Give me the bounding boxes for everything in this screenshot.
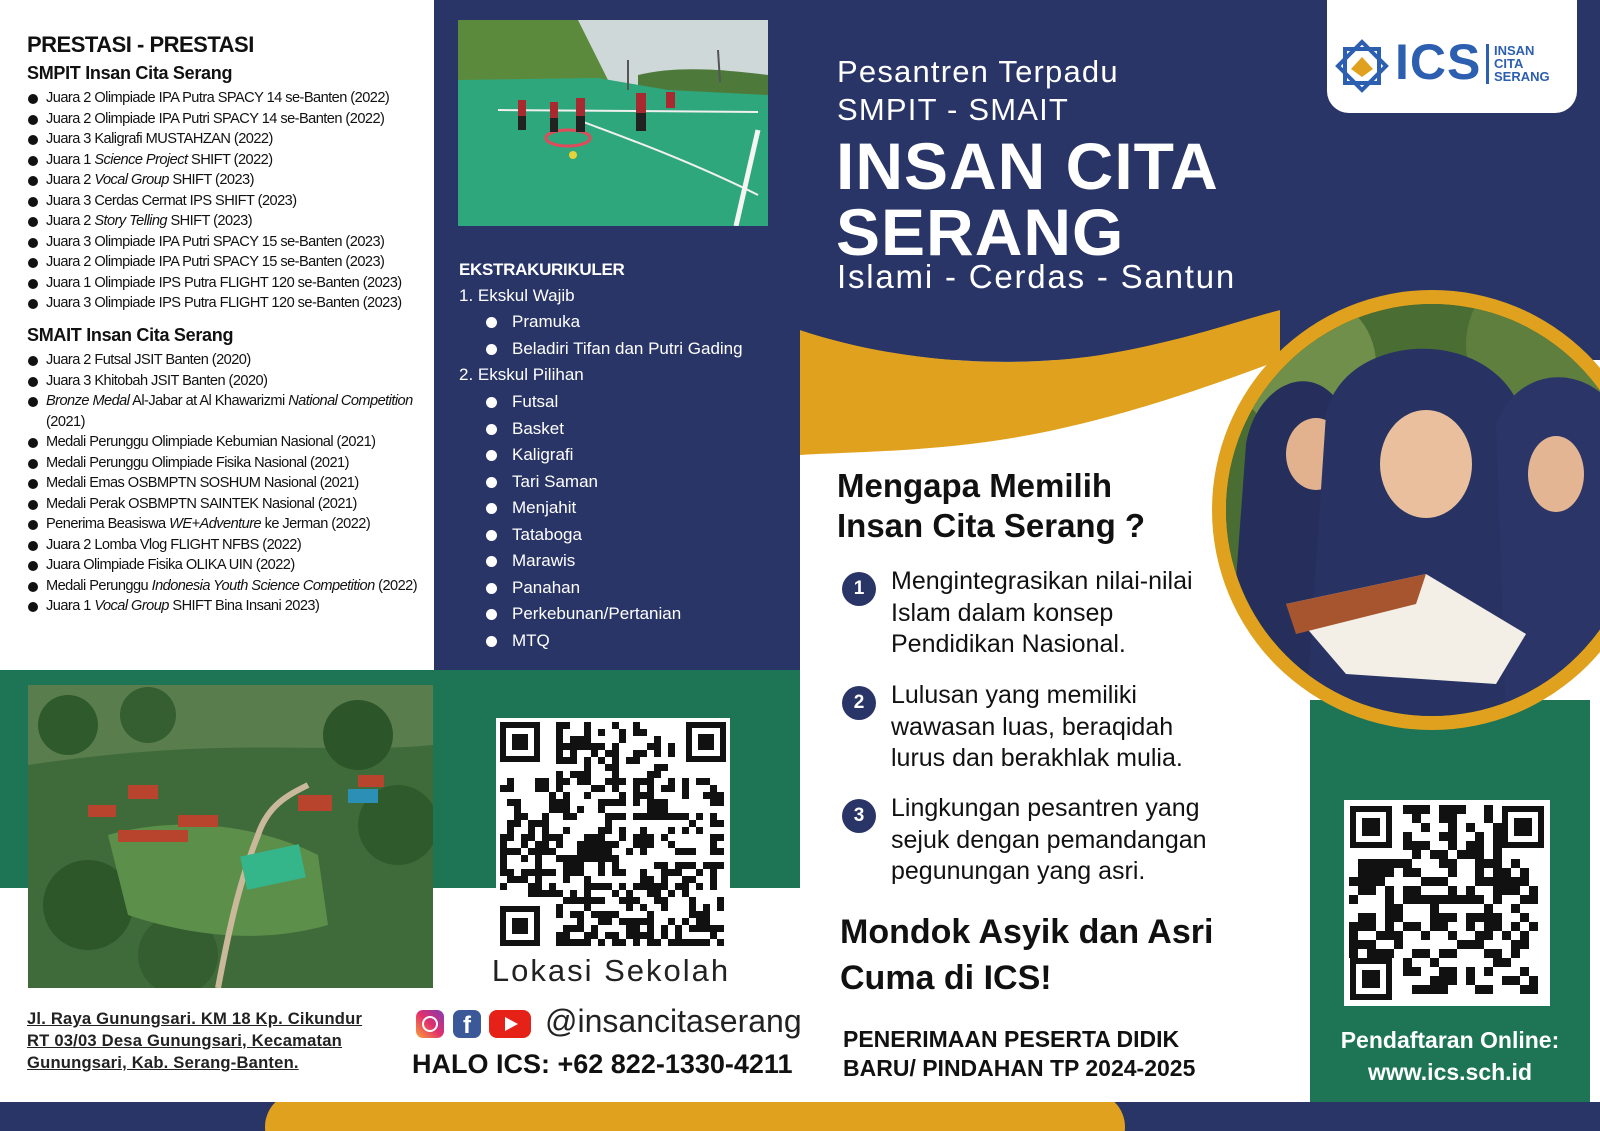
achievements-title: PRESTASI - PRESTASI [27,32,254,57]
registration-label: Pendaftaran Online: [1340,1027,1560,1053]
achievement-item: Juara 1 Vocal Group SHIFT Bina Insani 2023) [27,596,432,617]
why-title [837,466,1145,546]
optional-list [484,389,681,654]
bottom-gold-accent [265,1102,1125,1131]
achievement-item: Medali Perunggu Olimpiade Fisika Nasional (2021) [27,453,432,474]
promo-tagline-line1: Mondok Asyik dan Asri [840,913,1214,951]
phone-number[interactable]: HALO ICS: +62 822-1330-4211 [412,1049,793,1079]
extracurricular-item: Pramuka [484,309,743,336]
smait-heading: SMAIT Insan Cita Serang [27,325,234,345]
achievement-item: Juara 3 Olimpiade IPS Putra FLIGHT 120 se-Banten (2023) [27,293,432,314]
extracurricular-item: Beladiri Tifan dan Putri Gading [484,336,743,363]
reason-text: Lingkungan pesantren yang sejuk dengan pemandangan pegunungan yang asri. [891,794,1207,885]
school-name-line2: SERANG [836,195,1125,269]
achievement-item: Juara 2 Futsal JSIT Banten (2020) [27,350,432,371]
achievement-item: Juara Olimpiade Fisika OLIKA UIN (2022) [27,555,432,576]
ics-logo-icon [1333,37,1391,95]
achievement-item: Juara 3 Cerdas Cermat IPS SHIFT (2023) [27,191,432,212]
extracurricular-item: Futsal [484,389,681,416]
achievement-item: Medali Perak OSBMPTN SAINTEK Nasional (2021) [27,494,432,515]
promo-tagline [840,909,1213,1001]
address-line3: Gunungsari, Kab. Serang-Banten. [27,1053,299,1072]
achievement-item: Juara 3 Kaligrafi MUSTAHZAN (2022) [27,129,432,150]
address-line1: Jl. Raya Gunungsari. KM 18 Kp. Cikundur [27,1009,363,1028]
extracurricular-item: Perkebunan/Pertanian [484,601,681,628]
achievement-item: Juara 1 Science Project SHIFT (2022) [27,150,432,171]
smait-achievement-list [27,350,432,617]
aerial-campus-photo [28,685,433,988]
reason-number-badge: 3 [842,799,876,833]
why-title-line1: Mengapa Memilih [837,467,1113,504]
logo-sub-1: INSAN [1494,43,1535,58]
qr-code-icon [496,718,730,950]
extracurricular-item: MTQ [484,628,681,655]
mandatory-list [484,309,743,362]
facebook-icon[interactable]: f [453,1010,481,1038]
hero-pre-line2: SMPIT - SMAIT [837,92,1070,127]
extracurricular-item: Marawis [484,548,681,575]
extracurricular-item: Kaligrafi [484,442,681,469]
school-address [27,1008,362,1074]
achievement-item: Bronze Medal Al-Jabar at Al Khawarizmi National Competition (2021) [27,391,432,432]
admission-line2: BARU/ PINDAHAN TP 2024-2025 [843,1055,1196,1081]
logo-sub-2: CITA [1494,56,1524,71]
youtube-icon[interactable] [489,1010,531,1038]
smpit-achievement-list [27,88,432,314]
achievement-item: Juara 2 Lomba Vlog FLIGHT NFBS (2022) [27,535,432,556]
achievement-item: Juara 2 Olimpiade IPA Putri SPACY 15 se-Banten (2023) [27,252,432,273]
logo-text: ICS [1395,34,1482,90]
online-registration[interactable] [1310,1024,1590,1088]
extracurricular-title: EKSTRAKURIKULER [459,260,625,279]
mandatory-label: 1. Ekskul Wajib [459,286,575,305]
why-title-line2: Insan Cita Serang ? [837,507,1146,544]
achievement-item: Juara 3 Khitobah JSIT Banten (2020) [27,371,432,392]
admission-line1: PENERIMAAN PESERTA DIDIK [843,1026,1180,1052]
achievement-item: Juara 2 Olimpiade IPA Putri SPACY 14 se-Banten (2022) [27,109,432,130]
instagram-icon[interactable] [416,1010,444,1038]
extracurricular-item: Panahan [484,575,681,602]
hero-pre-line1: Pesantren Terpadu [837,54,1119,89]
achievement-item: Penerima Beasiswa WE+Adventure ke Jerman (2022) [27,514,432,535]
achievement-item: Juara 1 Olimpiade IPS Putra FLIGHT 120 se-Banten (2023) [27,273,432,294]
admission-notice [843,1025,1195,1083]
achievement-item: Juara 2 Vocal Group SHIFT (2023) [27,170,432,191]
extracurricular-item: Tataboga [484,522,681,549]
address-line2: RT 03/03 Desa Gunungsari, Kecamatan [27,1031,343,1050]
achievement-item: Medali Emas OSBMPTN SOSHUM Nasional (2021) [27,473,432,494]
logo-divider [1486,44,1489,84]
social-handle[interactable]: @insancitaserang [545,1003,802,1039]
achievement-item: Medali Perunggu Indonesia Youth Science Competition (2022) [27,576,432,597]
achievement-item: Medali Perunggu Olimpiade Kebumian Nasional (2021) [27,432,432,453]
extracurricular-item: Basket [484,416,681,443]
smpit-heading: SMPIT Insan Cita Serang [27,63,233,83]
registration-qr-code[interactable] [1344,800,1550,1006]
futsal-photo [458,20,768,226]
reason-number-badge: 1 [842,572,876,606]
promo-tagline-line2: Cuma di ICS! [840,959,1052,997]
qr-code-icon [1344,800,1550,1006]
registration-url[interactable]: www.ics.sch.id [1367,1059,1533,1085]
school-tagline: Islami - Cerdas - Santun [837,258,1236,295]
reason-number-badge: 2 [842,686,876,720]
gold-swoosh [800,300,1280,460]
location-caption: Lokasi Sekolah [491,953,731,988]
achievement-item: Juara 2 Olimpiade IPA Putra SPACY 14 se-Banten (2022) [27,88,432,109]
achievement-item: Juara 3 Olimpiade IPA Putri SPACY 15 se-Banten (2023) [27,232,432,253]
reason-text: Mengintegrasikan nilai-nilai Islam dalam konsep Pendidikan Nasional. [891,567,1193,658]
reason-text: Lulusan yang memiliki wawasan luas, beraqidah lurus dan berakhlak mulia. [891,681,1183,772]
extracurricular-item: Tari Saman [484,469,681,496]
extracurricular-item: Menjahit [484,495,681,522]
location-qr-code[interactable] [496,718,730,950]
optional-label: 2. Ekskul Pilihan [459,365,584,384]
bottom-bar [0,1102,1600,1131]
achievement-item: Juara 2 Story Telling SHIFT (2023) [27,211,432,232]
school-name-line1: INSAN CITA [836,129,1219,203]
logo-sub-3: SERANG [1494,69,1550,84]
